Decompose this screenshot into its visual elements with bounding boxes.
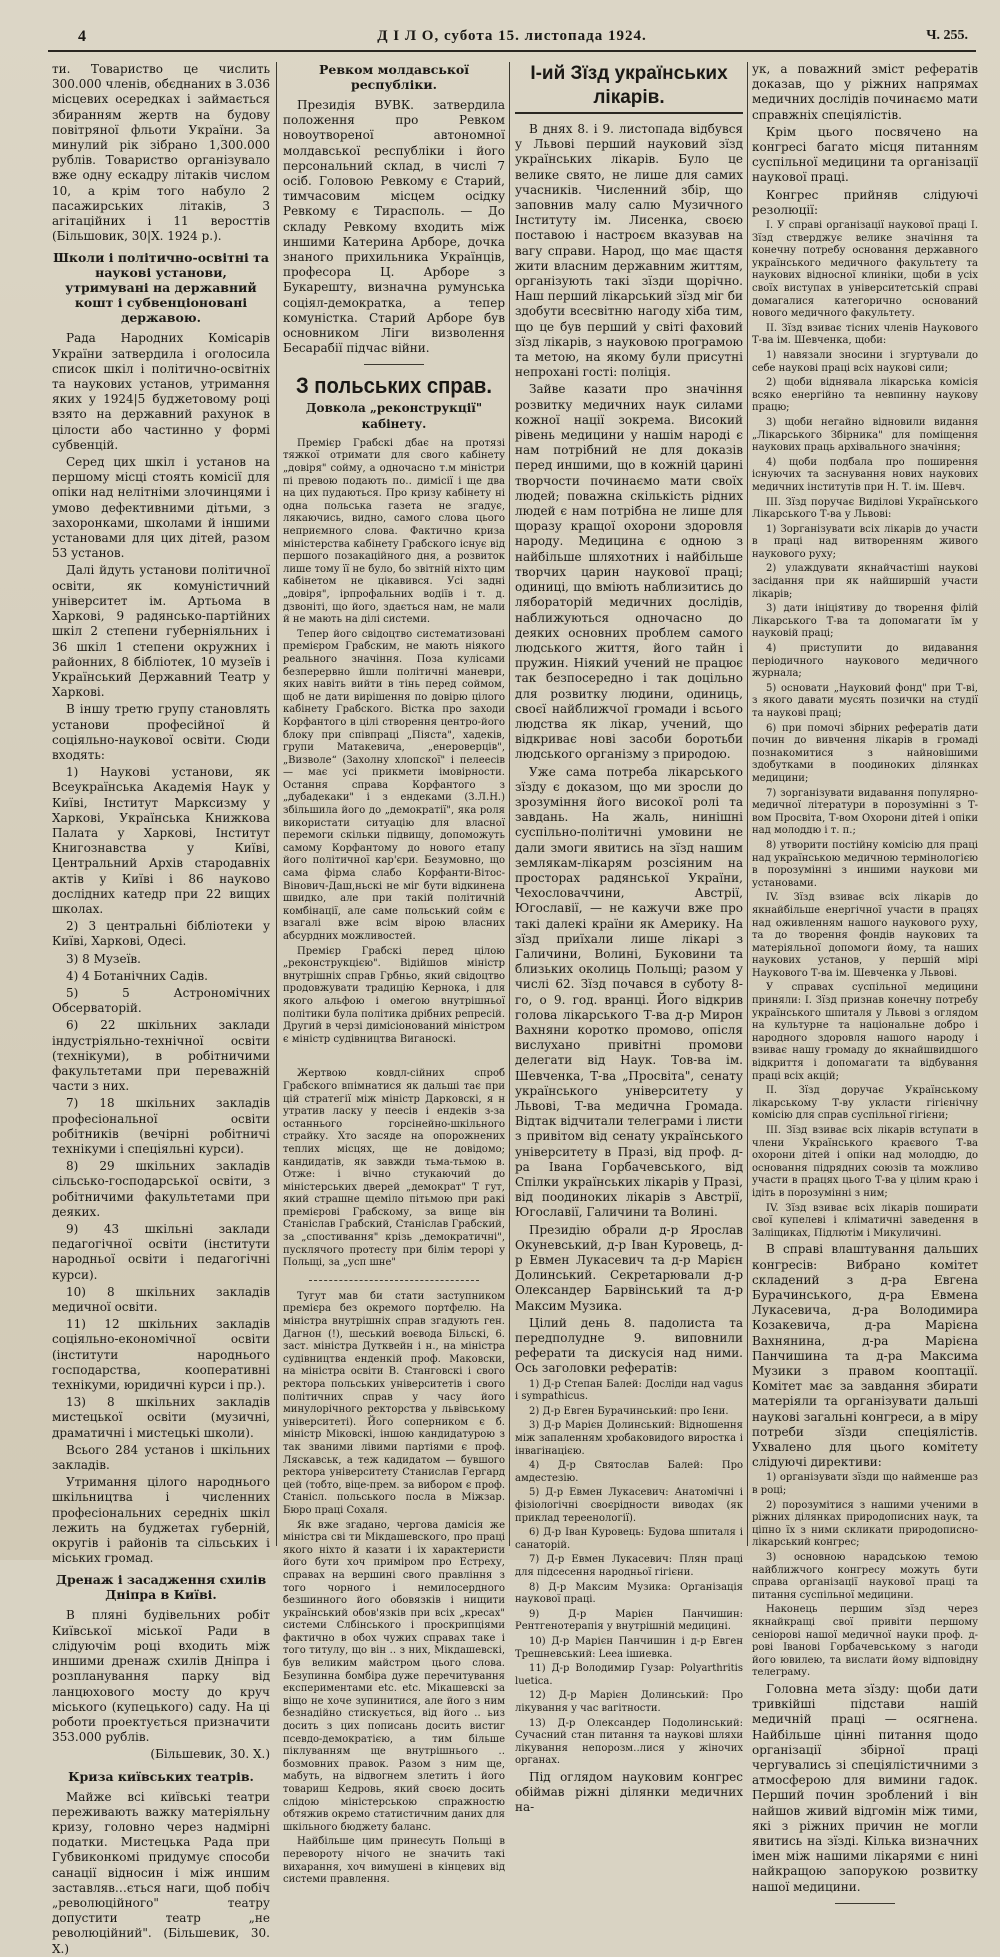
paragraph: Уже сама потреба лікарського зїзду є доказом, що ми зросли до зрозуміння його високої ролі та завдань. На жаль, нинішні суспільно-політичні умовини не дали змоги явитись на зїзд нашим землякам-лікарям розсіяним на просторах радянської України, Чехословаччини, Австрії, Югославії, — не кажучи вже про такі далекі країни як Америку. На зїзд приїхали лише лікарі з Галичини, Волині, Буковини та близьких околиць Польщі; разом у числі 62. Зїзд почався в суботу 8-го, о 9. год. вранці. Його відкрив голова лікарського Т-ва д-р Мирон Вахняни коротко промово, опісля вислухано привітні промови делегати від Наук. Тов-ва ім. Шевченка, Т-ва „Просвіта", сенату українського університету у Львові, Т-ва медична Громада. Відтак відчитали телеграми і листи з привітом від сенату українського університету в Празі, від проф. д-ра Івана Горбачевського, від Спілки українських лікарів у Празі, від поодиноких лікарів з Австрії, Югославії, Галичини та Волині. [515,764,743,1220]
page-header [48,22,976,52]
column-1 [52,62,270,1956]
list-item: 13) 8 шкільних закладів мистецької освіти (музичні, драматичні і мистецькі школи). [52,1395,270,1440]
blank-space [283,1048,505,1068]
list-item: 8) утворити постійну комісію для праці над українською медичною термінологією в порозумінні з иншими наукови ми установами. [752,839,978,889]
column-2 [283,62,505,1886]
paragraph: Премієр Грабскі перед цілою „реконструкцією". Відійшов міністр внутрішніх справ Грбньо, який свідоцтво продовжувати традицію Кернока, і для якого альфою і омегою внутрішньої політики була політика дрібних репресій. Другий в черзі димісіонований міністром є міністр судівництва Виганоскі. [283,945,505,1045]
list-item: 8) 29 шкільних закладів сільсько-господарської освіти, з робітничими факультетами при деяких. [52,1159,270,1219]
issue-number: Ч. 255. [926,28,968,43]
paragraph: Президія ВУВК. затвердила положення про Ревком новоутвореної автономної молдавської республіки і його персональний склад, в числі 7 осіб. Головою Ревкому є Старий, тимчасовим місцем осідку Ревкому є Тирасполь. — До складу Ревкому входить між иншими Катерина Арборе, дочка знаного прихильника Українців, професора Ц. Арборе з Букарешту, визначна румунська соціял-демократка, а тепер комуністка. Старий Арборе був основником Ліги визволення Бесарабії підчас війни. [283,98,505,356]
list-item: 11) Д-р Володимир Гузар: Polyarthritis luetica. [515,1663,743,1687]
list-item: 4) 4 Ботанічних Садів. [66,968,208,983]
list-item: 3) основною нарадською темою найближчого конгресу можуть бути справа організації наукової праці та питання суспільної медицини. [752,1551,978,1601]
paragraph: Утримання цілого народнього шкільництва і численних професіональних середніх шкіл лежить на буджетах губерній, округів і районів та сільських і міських громад. [52,1475,270,1566]
article-heading: Криза київських театрів. [68,1768,254,1784]
section-heading: І-ий Зїзд українських лікарів. [515,62,743,114]
list-item: 9) Д-р Марієн Панчишин: Рентгенотерапія у внутрішній медицині. [515,1608,743,1633]
list-item: 4) приступити до видавання періодичного наукового медичного журнала; [752,643,978,680]
list-item: 6) 22 шкільних заклади індустріяльно-технічної освіти (технікуми), в робітничими факультетами при переважній части з них. [52,1018,270,1094]
article-subheading: Довкола „реконструкції" кабінету. [305,401,483,431]
column-rule [276,62,277,1546]
paragraph: Як вже згадано, чергова дамісія же міністра сві ти Мікдашевского, про праці якого ніхто й казати і іх характеристи його бути хоч приміром про Естреху, справах на вершині свого правління з того чорного і немилосердного безшинного його обовязків і нищити український обов'язків при всіх „кресах" системи Слбінського і проскрипціями фактично в обох чужих справах таке і того титулу, що він ‥ з них, Мікдашевскі, був великим майстром цього слова. Безупинна бомбіра дуже перечитування експериментами etc. etc. Мікашевскі за віщо не хоче зупинитися, але його з ним безнадійно стискується, від його ‥ ьиз досить з цих пописань досить вистиг псевдо-демократією, а тим більше піклуванням ще внутрішнього ‥ бозмовних правок. Разом з ним ще, мабуть, на відвогнем злетить і його товариш Кедровь, який своєю досить слідою міністерською спражностю обтяжив окремо статистичним даних для шкільного бюджету баланс. [283,1519,505,1833]
list-item: 1) Наукові установи, як Всеукраїнська Академія Наук у Київі, Інститут Марксизму у Харкові, Українська Книжкова Палата у Харкові, Інститут Книгознавства у Київі, Центральний Архів стародавніх актів у Київі і 86 науково дослідних катедр при 22 вищих школах. [52,765,270,916]
paragraph: ІІІ. Зїзд взиває всіх лікарів вступати в члени Українського краєвого Т-ва охорони дітей і опіки над молоддю, до основання підрядних союзів та можливо участи в працях цього Т-ва у цілим краю і ідіть в порозумінні з ним; [752,1125,978,1199]
list-item: 1) навязали зносини і згуртували до себе наукові праці всіх наукові сили; [752,349,978,374]
paragraph: Всього 284 установ і шкільних закладів. [52,1442,270,1473]
paragraph: І. У справі організації наукової праці І. Зїзд стверджує велике значіння та конечну потребу основання державного українського медичного факультету та наукових відносної клиніки, щоби в усіх своїх виступах в університетській справі домагалися категорично оснований нового медичного факультету. [752,220,978,320]
paragraph: ІІ. Зїзд взиває тісних членів Наукового Т-ва ім. Шевченка, щоби: [752,322,978,347]
paragraph: IV. Зїзд взиває всіх лікарів поширати свої купелеві і кліматичні заведення в Заліщиках, Підлютім і Микуличині. [752,1202,978,1239]
paragraph: У справах суспільної медицини приняли: І. Зїзд признав конечну потребу українського шпиталя у Львові з оглядом на культурне та національне добро і народного здоровля нашого народу і взиває нашу громаду до якнайшвидшого відкриття і допомагати та відбування праці всіх акцій; [752,982,978,1082]
paragraph: Наконець першим зїзд через якнайкращі свої привіти першому сеніорові нашої медичної науки проф. д-рові Іванові Горбачевському з нагоди його ювилею, та вислати йому відповідну телеграму. [752,1604,978,1679]
list-item: 11) 12 шкільних закладів соціяльно-економічної освіти (інститути народнього господарства, кооперативні технікуми, юридичні курси і пр.). [52,1317,270,1393]
list-item: 2) улаждувати якнайчастіші наукові засідання при як найширшій участи лікарів; [752,563,978,600]
paragraph: ІІІ. Зїзд поручає Виділові Українського Лікарського Т-ва у Львові: [752,496,978,521]
paragraph: Президію обрали д-р Ярослав Окуневський, д-р Іван Куровець, д-р Евмен Лукасевич та д-р Марієн Долинський. Секретарювали д-р Олександер Барвінський та д-р Максим Музика. [515,1222,743,1313]
article-heading: Школи і політично-освітні та наукові установи, утримувані на державний кошт і субвенціоновані державою. [53,250,269,326]
list-item: 9) 43 шкільні заклади педагогічної освіти (інститути народньої освіти і педагогічні курси). [52,1222,270,1282]
list-item: 3) дати ініціятиву до творення філій Лікарського Т-ва та допомагати їм у науковій праці; [752,603,978,640]
paragraph: В пляні будівельних робіт Київської міської Ради в слідуючім році входить між иншими дренаж схилів Дніпра і розпланування парку від ланцюхового мосту до круч міського (купецького) саду. На ці роботи проектується призначити 353.000 рублів. [52,1608,270,1745]
paragraph: ІІ. Зїзд доручає Українському лікарському Т-ву укласти гігієнічну комісію для справ суспільної гігієни; [752,1085,978,1122]
paragraph: Далі йдуть установи політичної освіти, як комуністичний університет ім. Артьома в Харкові, 9 радянсько-партійних шкіл 2 степени губерніяльних і 36 шкіл 1 степени окружних і районних, 8 бібліотек, 10 музеїв і Український Державний Театр у Харкові. [52,563,270,700]
list-item: 5) основати „Науковий фонд" при Т-ві, з якого давати мусять позички на студії та наукові праці; [752,682,978,719]
source-note: (Більшевик, 30. X.) [150,1747,270,1762]
list-item: 6) при помочі збірних рефератів дати почин до вивчення лікарів в громаді познакомитися з найновішими здобутками в поодиноких ділянках медицини; [752,722,978,784]
paragraph: Конгрес прийняв слідуючі резолюції: [752,187,978,217]
column-rule [747,62,748,1546]
paragraph: Під оглядом науковим конгрес обіймав ріжні ділянки медичних на- [515,1769,743,1815]
divider [309,1280,479,1281]
list-item: 10) 8 шкільних закладів медичної освіти. [52,1284,270,1315]
paragraph: Жертвою ковдл-сійних спроб Грабского впімнатися як дальші тає при цій стратегії між міністр Дарковскі, я н утратив ласку у пеесів і ендеків з-за останнього горсінейно-шкільного страйку. Хто засяде на опорожнених теплих місцях, ще не довідомо; кандидатів, як завжди тьма-тьмою в. Отже: і вічно стукаючий до міністерських дверей „демократ" Т гут, який страшне щеміло пітьмою при ракі премієрові Грабскому, за вище він Станіслав Грабский, Станіслав Грабский, за „спостивання" крізь „демократичні", пусклячого протесту при білім терорі у Польщі, за „усп шне" [283,1068,505,1269]
list-item: 3) щоби негайно відновили видання „Лікарського Збірника" для поміщення наукових праць архівального значіння; [752,416,978,454]
list-item: 2) Д-р Евген Бурачинський: про Ієни. [529,1405,729,1417]
paragraph: IV. Зїзд взиває всіх лікарів до якнайбільше енергічної участи в працях над оживленням нашого наукового руху, та до творення фондів наукових та матеріяльної допомоги йому, та наших наукових установ, у першій мірі Наукового Т-ва ім. Шевченка у Львові. [752,892,978,979]
list-item: 7) 18 шкільних закладів професіональної освіти робітників (вечірні робітничі технікуми і спеціяльні курси). [52,1096,270,1156]
list-item: 6) Д-р Іван Куровець: Будова шпиталя і санаторій. [515,1527,743,1551]
list-item: 1) Д-р Степан Балей: Досліди над vagus і sympathicus. [515,1378,743,1403]
section-heading: З польських справ. [295,373,493,399]
list-item: 2) щоби віднявала лікарська комісія всяко енергійно та невпинну наукову працю; [752,377,978,414]
paragraph: В іншу третю групу становлять установи професійної й соціяльно-наукової освіти. Сюди входять: [52,702,270,762]
paragraph: В днях 8. і 9. листопада відбувся у Львові перший науковий зїзд українських лікарів. Було це велике свято, не лише для самих учасників. Численний збір, що заповнив малу салю Музичного Інституту ім. Лисенка, своєю поставою і настроєм вказував на вагу справи. Народ, що має щастя жити власним державним життям, організують такі зїзди щорічно. Наш перший лікарський зїзд міг би здобути всесвітню нагоду хіба тим, що це був перший у світі фаховий зїзд лікарів, з науковою програмою та метою, на якому були присутні непрохані гості: поліція. [515,122,743,380]
paragraph: ти. Товариство це числить 300.000 членів, обєднаних в 3.036 місцевих осередках і займається збиранням жертв на будову повітряної фльоти України. За минулий рік зібрано 1,300.000 рублів. Товариство організувало вже одну ескадру літаків числом 10, а крім того набуло 2 пасажирських літаків, 3 агітаційних і 11 веросттів (Більшовик, 30|X. 1924 р.). [52,62,270,244]
list-item: 5) 5 Астрономічних Обсерваторій. [52,985,270,1016]
list-item: 12) Д-р Марієн Долинський: Про лікування у час вагітности. [515,1690,743,1714]
list-item: 7) Д-р Евмен Лукасевич: Плян праці для підсесення народньої гігієни. [515,1554,743,1578]
paragraph: Тугут мав би стати заступником премієра без окремого портфелю. На міністра внутрішніх справ згадують ген. Дагнон (!), шеський воєвода Більскі, 6. заст. міністра Дутквейн і н., на міністра судівництва енденкій проф. Маковски, на міністра освіти В. Станговскі і свого ректора польських університетів і свого політичних справ у часу його минулорічного ректорства у львівському університеті). Його соперником є б. міністр Міковскі, іншою кандидатурою з так званими лівими партіями є проф. Ляскавськ, а теж кадидатом — бувшого ректора університету Станислав Гергард цей (тобто, віце-прем. за вибором є проф. Станісл. польського посла в Міжзар. Бюро праці Сохаля. [283,1290,505,1516]
paragraph: Крім цього посвячено на конгресі багато місця питанням суспільної медицини та організації наукової праці. [752,124,978,185]
paragraph: Рада Народних Комісарів України затвердила і оголосила список шкіл і політично-освітніх та наукових установ, утримання яких у 1924|5 буджетовому році взято на державний рахунок в цілости або частинно у формі субвенцій. [52,331,270,452]
paragraph: Головна мета зїзду: щоби дати тривкійші підстави нашій медичній праці — осягнена. Найбільше цінні питання щодо організації збірної праці чергувались зі спеціялістичними з атмосферою для вимини гадок. Перший почин зроблений і він найшов живий відгомін між тими, які з ріжних причин не могли явитись на зїзді. Кілька визначних імен між нашими лікарями є нині найкращою запорукою розвитку нашої медицини. [752,1681,978,1894]
list-item: 5) Д-р Евмен Лукасевич: Анатомічні і фізіологічні своєрідности виводах (як приклад тереенології). [515,1487,743,1524]
paragraph: Тепер його свідоцтво систематизовані премієром Грабским, не мають ніякого реального значіння. Поза кулісами безперервно йшли політичні маневри, яких навіть вийти в тінь перед соймом, щоб не дати вирішення по довірю цілого кабінету Грабского. Вістка про заходи Корфантого в цілі створення центро-його блоку при співпраці „Піяста", хадеків, групи Матакевича, „енероверців", „Визволе“ (Захолну хлопскої" і пелеесів — має усі прикмети імовірности. Остання справа Корфантого з „дубадекаки" і з ендеками (З.Л.Н.) збільшила його до „демократії", яка роля використати ситуацію для власної перемоги скільки підвищу, допоможуть самому Корфантому до нового етапу його політичної кар'єри. Безумовно, що сама фірма слабо Корфанти-Вітос-Вінович-Даш,ньскі не міг бути відкинена швидко, але при такій політичній комбінації, але саме польський сойм є взагалі вже всім вірою власних абсурдних можливостей. [283,628,505,943]
article-heading: Ревком молдавської республіки. [319,62,469,92]
divider [364,364,424,365]
divider [835,1903,895,1904]
paragraph: Майже всі київські театри переживають важку матеріяльну кризу, головно через надмірні податки. Мистецька Рада при Губвиконкомі придумує способи санації відносин і між иншим заставляв…ється наги, щоб побіч „революційного" театру допустити театр „не революційний". (Більшевик, 30. X.) [52,1789,270,1956]
list-item: 10) Д-р Марієн Панчишин і д-р Евген Трешневський: Leea ішиевка. [515,1635,743,1660]
list-item: 4) щоби подбала про поширення існуючих та заснування нових наукових медичних інститутів при Н. Т. ім. Шевч. [752,456,978,493]
list-item: 8) Д-р Максим Музика: Організація наукової праці. [515,1581,743,1606]
list-item: 2) 3 центральні бібліотеки у Київі, Харкові, Одесі. [52,919,270,949]
article-heading: Дренаж і засадження схилів Дніпра в Київі. [55,1572,267,1603]
page-number: 4 [78,28,86,45]
list-item: 2) порозумітися з нашими ученими в ріжних ділянках природописних наук, та ціпно їх з ними скликати природописно-лікарський конгрес; [752,1499,978,1549]
list-item: 4) Д-р Святослав Балей: Про амдестезію. [515,1460,743,1484]
column-4 [752,62,978,1894]
list-item: 7) зорганізувати видавання популярно-медичної літератури в порозумінні з Т-вом Просвіта, Т-вом Охорони дітей і опіки над молоддю і т. п.; [752,787,978,837]
column-rule [509,62,510,1546]
paragraph: Премієр Грабскі дбає на протязі тяжкої отримати для свого кабінету „довіря" сойму, а одночасно т.м міністри пі превою подають по‥ димісії і ще два на цих пудаються. Про кризу кабінету ні одна польська газета не згадує, лякаючись, видно, самого слова цього неприємного слова. Фактично криза міністерства кабінету Грабского існує від першого позакаційного дня, а розвиток лише тому її не було, бо звітній ніхто цим кабінетом не цікавився. Усі задні „довіря", ірпрофальних водіїв і т. д. дзвоніті, що його, здається нам, не мали й не мають на ділі системи. [283,437,505,626]
paragraph: В справі влаштування дальших конгресів: Вибрано комітет складений з д-ра Евгена Бурачинського, д-ра Евмена Лукасевича, д-ра Володимира Козакевича, д-ра Марієна Вахнянина, д-ра Марієна Панчишина та д-ра Максима Музики з правом кооптації. Комітет має за завдання збирати матеріяли та організувати дальші наукові загальні конгреси, а в міру потреби зїзди спеціялістів. Ухвалено для цього комітету слідуючі директиви: [752,1242,978,1470]
masthead: Д І Л О, субота 15. листопада 1924. [377,28,647,44]
paragraph: Серед цих шкіл і установ на першому місці стоять комісії для опіки над нелітніми злочинцями і умово дефективними дітьми, з захоронками, школами й іншими установами для цих дітей, разом 53 установ. [52,455,270,561]
paragraph: Найбільше цим принесуть Польщі в перевороту нічого не значить такі вихарання, хоч вимушені в кінцевих від системи правлення. [283,1836,505,1886]
paragraph: ук, а поважний зміст рефератів доказав, що у ріжних напрямах медичних дослідів починаємо мати справжніх спеціялістів. [752,62,978,122]
column-3 [515,62,743,1815]
paragraph: Цілий день 8. падолиста та передполудне 9. виповнили реферати та дискусія над ними. Ось заголовки рефератів: [515,1315,743,1376]
list-item: 3) 8 Музеїв. [66,951,141,966]
list-item: 1) Зорганізувати всіх лікарів до участи в праці над витворенням живого наукового руху; [752,523,978,560]
list-item: 1) організувати зїзди що найменше раз в році; [752,1472,978,1496]
paragraph: Зайве казати про значіння розвитку медичних наук силами кожної нації зокрема. Високий рівень медицини у нашім народі є нам потрібний не для доказів перед иншими, що в кожній царині творчости починаємо мати своїх людей; поважна скількість рідних людей є нам потрібна не лише для щоразу кращої охорони здоровля народу. Медицина є одною з найбільше шляхотних і найбільше творчих царин наукової праці; одиниці, що вміють наблизитись до лябораторій медичних дослідів, наближуються одночасно до деяких основних проблем самого людського життя, його тайн і пружин. Ніякий учений не працює так безпосередно і так доцільно для розвитку людини, одиниць, своєї найближчої громади і всього людства як лікар, учений, що відкриває нові засоби боротьби людського організму з природою. [515,382,743,762]
list-item: 13) Д-р Олександер Подолинський: Сучасний стан питання та наукові шляхи лікування непорозм‥лися у жіночих органах. [515,1717,743,1767]
list-item: 3) Д-р Марієн Долинський: Відношення між запаленням хробаковидого виростка і інвагінацією. [515,1420,743,1457]
